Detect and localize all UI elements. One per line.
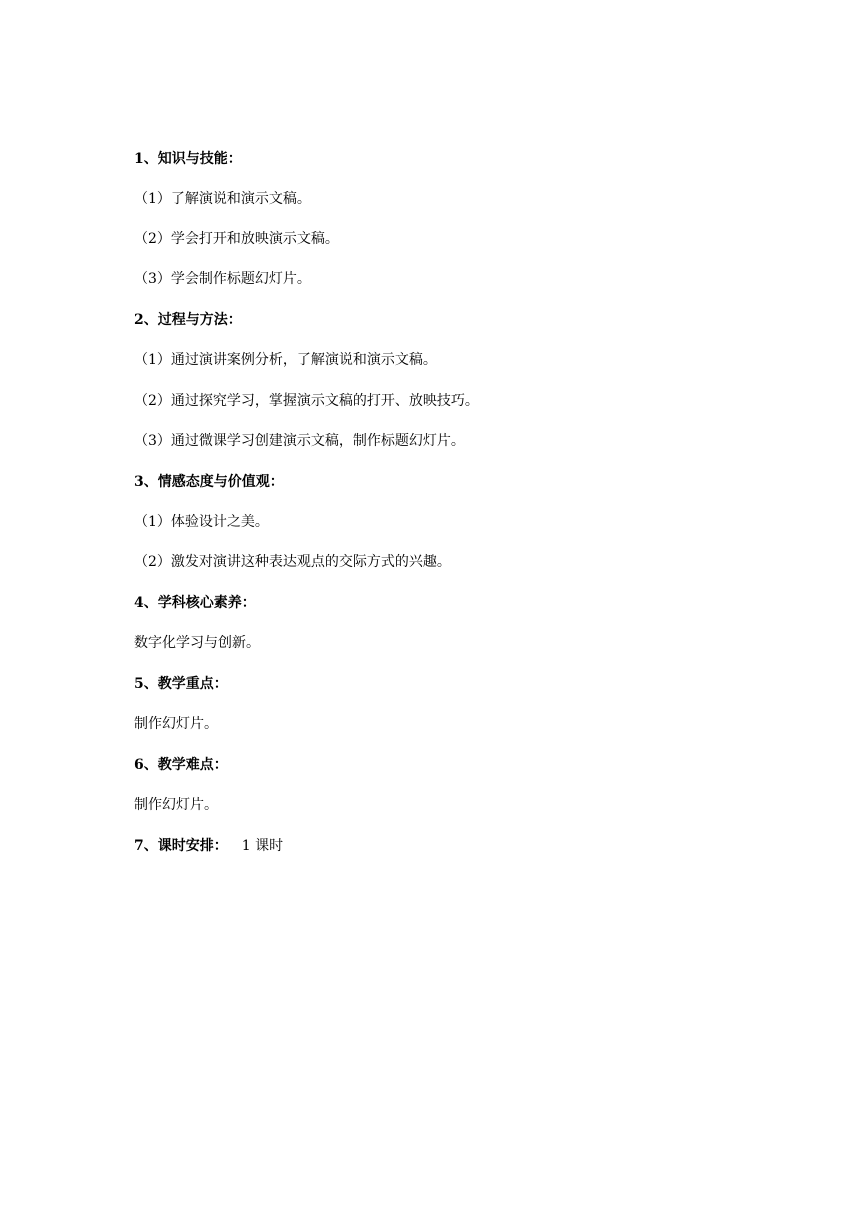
section-heading-knowledge-skills: 1、知识与技能：	[134, 151, 242, 167]
list-item: （1）体验设计之美。	[134, 514, 269, 530]
list-item: （3）通过微课学习创建演示文稿，制作标题幻灯片。	[134, 433, 465, 449]
section-heading-process-methods: 2、过程与方法：	[134, 312, 242, 328]
section-heading-class-schedule	[134, 836, 283, 856]
list-item: 制作幻灯片。	[134, 716, 218, 732]
list-item: （3）学会制作标题幻灯片。	[134, 271, 311, 287]
list-item: （2）激发对演讲这种表达观点的交际方式的兴趣。	[134, 554, 451, 570]
list-item: （1）通过演讲案例分析，了解演说和演示文稿。	[134, 352, 437, 368]
section-heading-emotional-values: 3、情感态度与价值观：	[134, 474, 284, 490]
list-item: （2）学会打开和放映演示文稿。	[134, 231, 339, 247]
schedule-value: 1 课时	[241, 838, 284, 854]
list-item: （1）了解演说和演示文稿。	[134, 191, 311, 207]
section-heading-key-points: 5、教学重点：	[134, 676, 228, 692]
section-heading-difficult-points: 6、教学难点：	[134, 757, 228, 773]
section-heading-core-literacy: 4、学科核心素养：	[134, 595, 256, 611]
list-item: （2）通过探究学习，掌握演示文稿的打开、放映技巧。	[134, 393, 479, 409]
list-item: 制作幻灯片。	[134, 797, 218, 813]
schedule-label: 7、课时安排：	[134, 838, 228, 854]
list-item: 数字化学习与创新。	[134, 635, 260, 651]
